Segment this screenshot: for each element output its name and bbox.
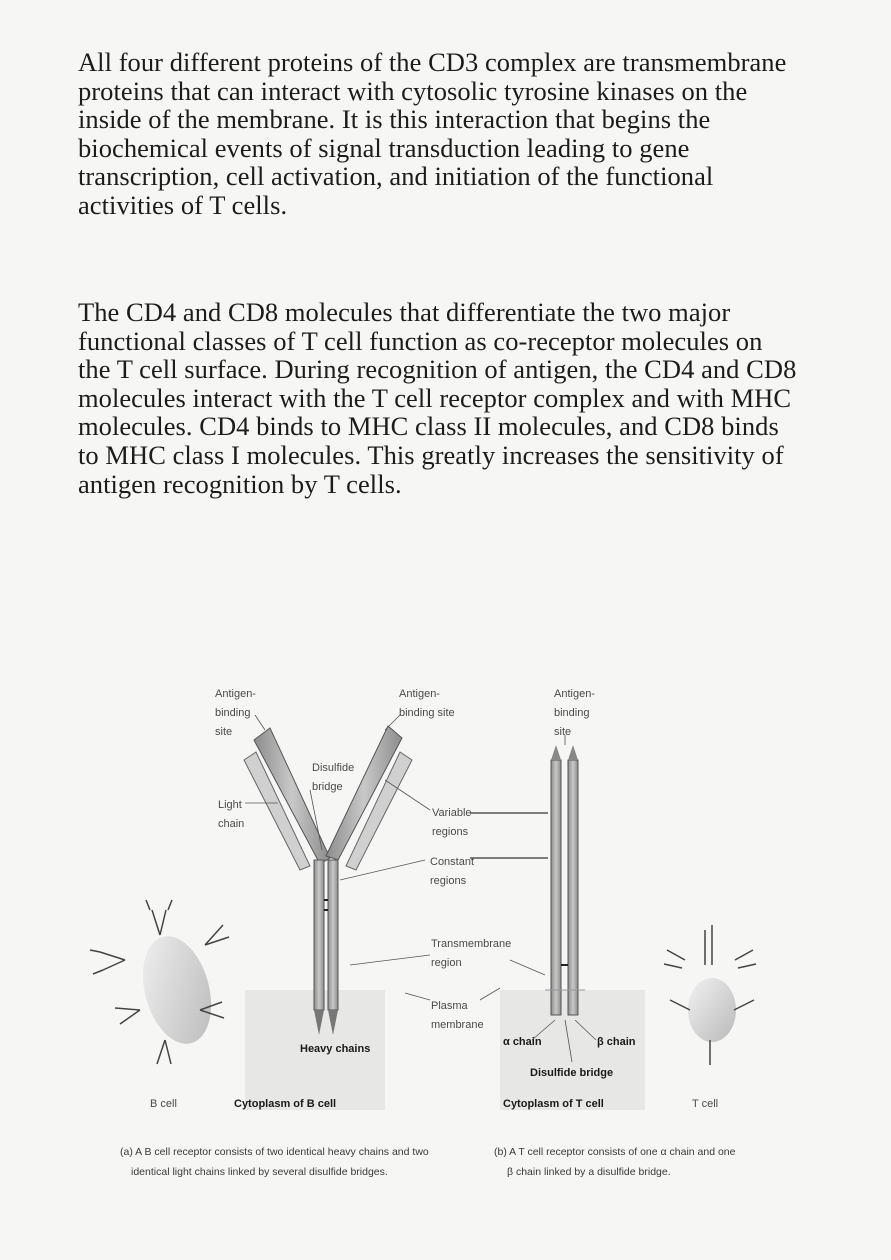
label-antigen-binding-site-left: Antigen- binding site (215, 688, 256, 738)
label-cytoplasm-b-cell: Cytoplasm of B cell (234, 1098, 337, 1110)
paragraph-cd4-cd8: The CD4 and CD8 molecules that differentiate the two major functional classes of T cell function as co-receptor molecules on the T cell surface. During recognition of antigen, the CD4 and CD8 molecules interact with the T cell receptor complex and with MHC molecules. CD4 binds to MHC class II molecules, and CD8 binds to MHC class I molecules. This greatly increases the sensitivity of antigen recognition by T cells. (78, 297, 797, 499)
label-antigen-binding-site-mid: Antigen- binding site (399, 688, 455, 719)
label-alpha-chain: α chain (503, 1036, 542, 1048)
label-disulfide-bridge-t: Disulfide bridge (530, 1067, 614, 1079)
caption-a: (a) A B cell receptor consists of two identical heavy chains and two identical light chains linked by several disulfide bridges. (120, 1146, 429, 1178)
paragraph-cd3-complex: All four different proteins of the CD3 complex are transmembrane proteins that can interact with cytosolic tyrosine kinases on the inside of the membrane. It is this interaction that begins the biochemical events of signal transduction leading to gene transcription, cell activation, and initiation of the functional activities of T cells. (78, 47, 787, 220)
label-b-cell: B cell (150, 1098, 177, 1110)
label-variable-regions: Variable regions (432, 807, 472, 838)
t-cell-receptor (545, 745, 585, 1015)
label-t-cell: T cell (692, 1098, 719, 1110)
label-transmembrane-region: Transmembrane region (431, 938, 512, 969)
label-cytoplasm-t-cell: Cytoplasm of T cell (503, 1098, 604, 1110)
label-antigen-binding-site-right: Antigen- binding site (554, 688, 595, 738)
caption-b: (b) A T cell receptor consists of one α chain and one β chain linked by a disulfide bridge. (494, 1146, 736, 1178)
label-plasma-membrane: Plasma membrane (431, 1000, 484, 1031)
b-cell (90, 900, 229, 1064)
label-beta-chain: β chain (597, 1036, 636, 1048)
label-constant-regions: Constant regions (430, 856, 475, 887)
label-disulfide-bridge-b: Disulfide bridge (312, 762, 355, 793)
label-light-chain: Light chain (218, 799, 245, 830)
t-cell (664, 925, 756, 1065)
label-heavy-chains: Heavy chains (300, 1043, 371, 1055)
